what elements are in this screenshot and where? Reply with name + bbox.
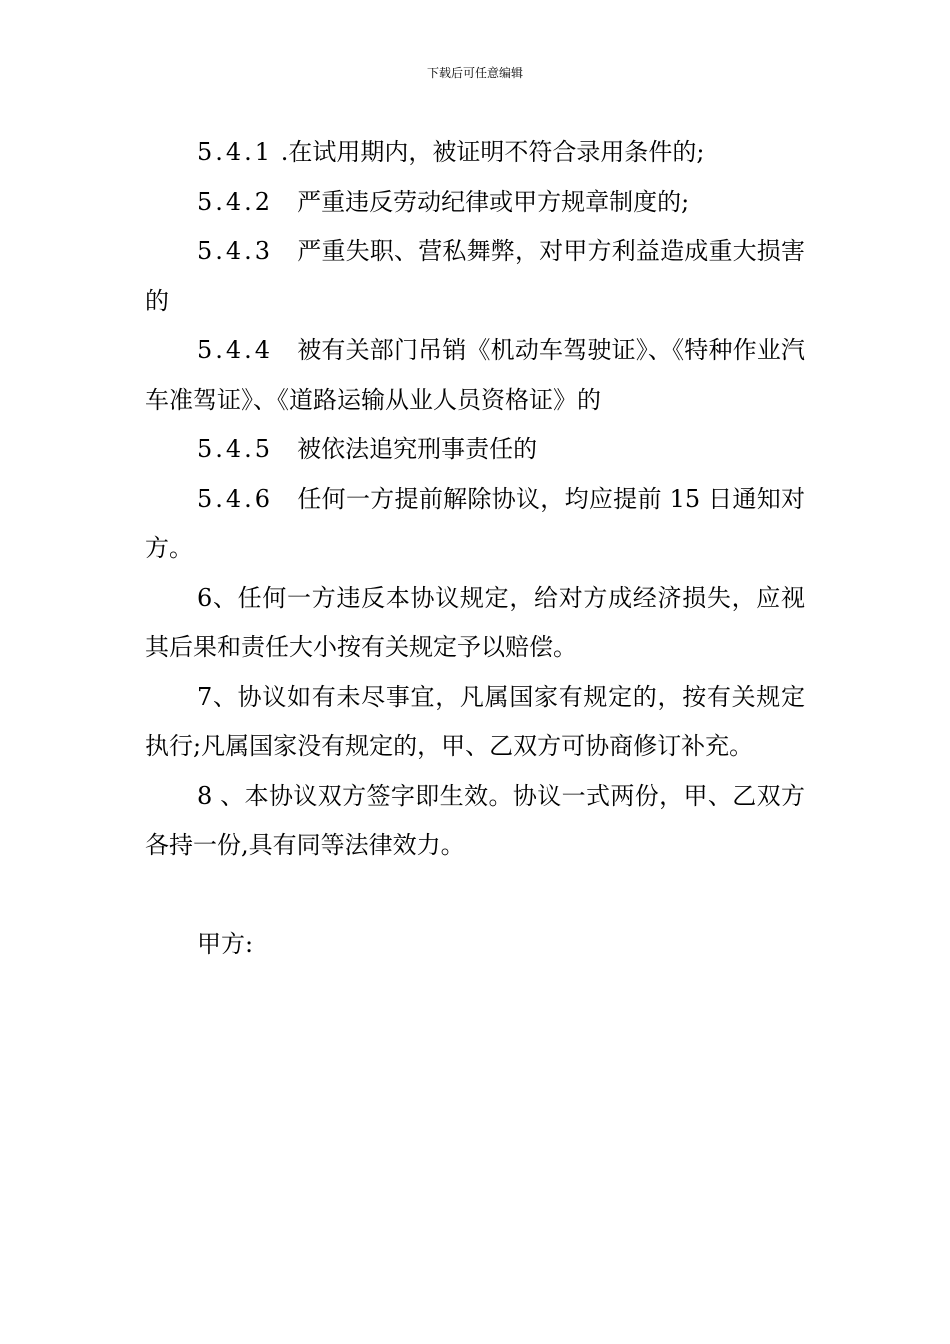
page-header-note: 下载后可任意编辑 xyxy=(426,66,523,80)
clause-5-4-6 xyxy=(145,475,805,574)
clause-text: 被有关部门吊销《机动车驾驶证》、《特种作业汽车准驾证》、《道路运输从业人员资格证》的 xyxy=(145,336,805,414)
clause-separator: . xyxy=(273,138,289,166)
article-6: 6、任何一方违反本协议规定，给对方成经济损失，应视其后果和责任大小按有关规定予以赔偿。 xyxy=(145,583,805,661)
clause-text: 在试用期内，被证明不符合录用条件的; xyxy=(288,138,705,166)
clause-text: 任何一方提前解除协议，均应提前 15 日通知对方。 xyxy=(145,484,805,562)
article-8: 8 、本协议双方签字即生效。协议一式两份，甲、乙双方各持一份,具有同等法律效力。 xyxy=(145,781,805,859)
clause-number: 5.4.5 xyxy=(197,435,274,463)
clause-5-4-2 xyxy=(145,178,805,228)
clause-5-4-1 xyxy=(145,128,805,178)
clause-text: 被依法追究刑事责任的 xyxy=(297,435,538,463)
clause-number: 5.4.2 xyxy=(197,187,274,216)
article-7: 7、协议如有未尽事宜，凡属国家有规定的，按有关规定执行;凡属国家没有规定的，甲、乙双方可协商修订补充。 xyxy=(145,682,805,760)
clause-5-4-5 xyxy=(145,425,805,475)
clause-text: 严重违反劳动纪律或甲方规章制度的; xyxy=(297,187,690,216)
clause-5-4-3 xyxy=(145,227,805,326)
clause-5-4-4 xyxy=(145,326,805,425)
clause-number: 5.4.4 xyxy=(197,336,274,364)
party-a-signature-label: 甲方: xyxy=(197,930,254,958)
clause-number: 5.4.3 xyxy=(197,237,274,265)
clause-text: 严重失职、营私舞弊，对甲方利益造成重大损害的 xyxy=(145,237,805,315)
document-body xyxy=(145,128,805,871)
clause-number: 5.4.1 xyxy=(197,138,274,166)
clause-number: 5.4.6 xyxy=(197,484,274,513)
